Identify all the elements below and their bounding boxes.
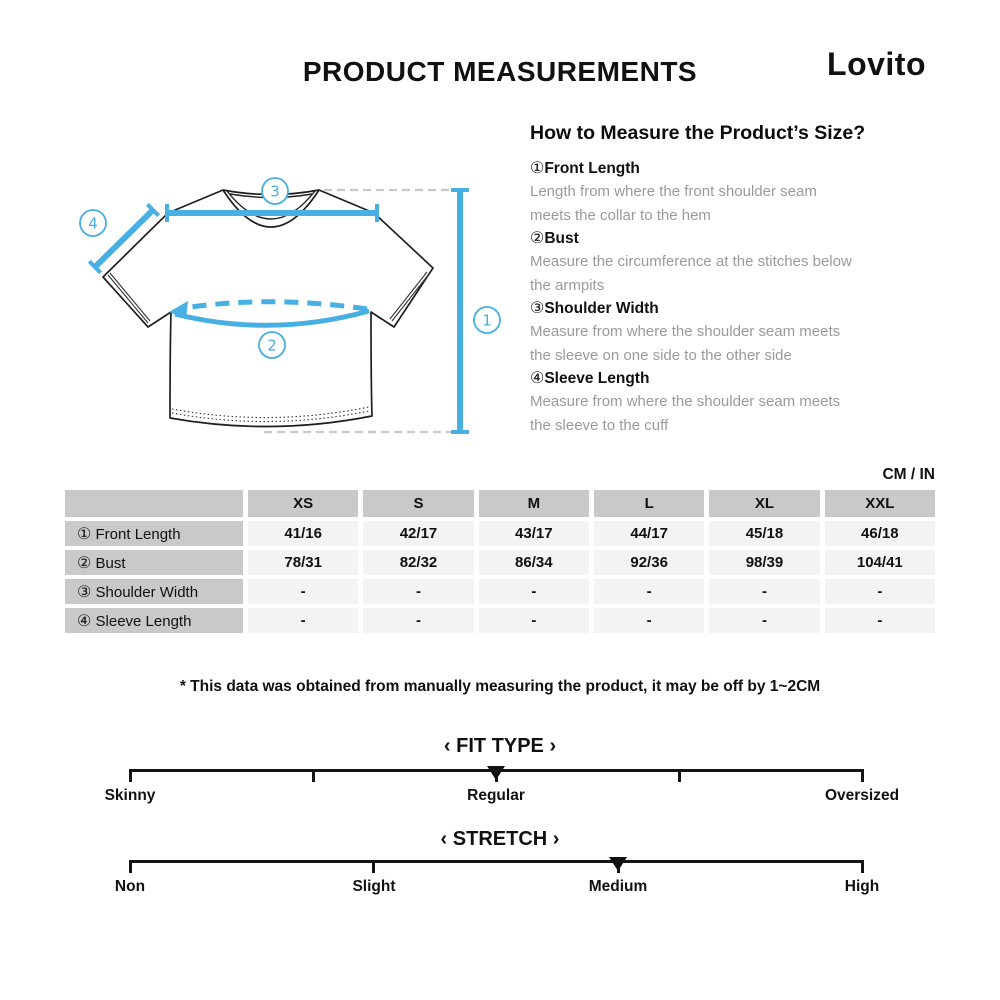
badge-shoulder-width-number: 3 — [270, 182, 280, 201]
measurement-value-cell: 44/17 — [594, 521, 704, 546]
fit-type-tick — [861, 769, 864, 782]
measurement-value-cell: 92/36 — [594, 550, 704, 575]
measurement-value-cell: 82/32 — [363, 550, 473, 575]
badge-front-length-number: 1 — [482, 311, 492, 330]
measurement-value-cell: 78/31 — [248, 550, 358, 575]
stretch-scale-track — [130, 860, 862, 874]
badge-sleeve-length-number: 4 — [88, 214, 98, 233]
measure-item-front-length-desc: Length from where the front shoulder seam meets the collar to the hem — [530, 183, 817, 224]
size-column-header: L — [594, 490, 704, 517]
stretch-scale-line — [130, 860, 862, 863]
measure-item-title: Sleeve Length — [544, 370, 650, 387]
stretch-label-medium: Medium — [588, 878, 648, 895]
measurement-value-cell: 86/34 — [479, 550, 589, 575]
measurement-row-label: ② Bust — [65, 550, 243, 575]
fit-type-labels — [104, 787, 900, 809]
table-row-bust — [65, 550, 935, 575]
tshirt-outline — [103, 190, 433, 427]
measurement-value-cell: 104/41 — [825, 550, 935, 575]
measure-item-sleeve-length-desc: Measure from where the shoulder seam meets the sleeve to the cuff — [530, 393, 841, 434]
stretch-tick — [129, 860, 132, 873]
measure-item-shoulder-width-label — [530, 297, 914, 320]
measurement-value-cell: - — [709, 608, 819, 633]
fit-type-scale-track — [130, 769, 862, 783]
tshirt-measurement-diagram — [58, 152, 510, 452]
measurement-value-cell: - — [363, 579, 473, 604]
how-to-heading: How to Measure the Product’s Size? — [530, 122, 866, 144]
measurement-value-cell: - — [594, 608, 704, 633]
table-row-front-length — [65, 521, 935, 546]
stretch-title: ‹ STRETCH › — [440, 828, 560, 850]
measurement-row-label: ③ Shoulder Width — [65, 579, 243, 604]
measurement-value-cell: - — [594, 579, 704, 604]
measurement-value-cell: 41/16 — [248, 521, 358, 546]
badge-bust-number: 2 — [267, 336, 277, 355]
fit-type-tick — [129, 769, 132, 782]
measurement-value-cell: - — [363, 608, 473, 633]
measurement-value-cell: - — [479, 608, 589, 633]
measurement-value-cell: - — [248, 608, 358, 633]
measurement-disclaimer: * This data was obtained from manually measuring the product, it may be off by 1~2CM — [179, 678, 821, 695]
size-header-row — [65, 490, 935, 517]
size-chart-table — [60, 486, 940, 637]
measurement-value-cell: - — [825, 608, 935, 633]
measurement-value-cell: 45/18 — [709, 521, 819, 546]
measure-item-bust-desc: Measure the circumference at the stitches below the armpits — [530, 253, 852, 294]
measure-item-title: Front Length — [544, 160, 640, 177]
fit-type-tick — [678, 769, 681, 782]
size-column-header: XXL — [825, 490, 935, 517]
fit-type-marker-icon — [487, 766, 505, 780]
stretch-tick — [372, 860, 375, 873]
measurement-value-cell: 98/39 — [709, 550, 819, 575]
corner-header-cell — [65, 490, 243, 517]
fit-type-tick — [312, 769, 315, 782]
measure-item-title: Shoulder Width — [544, 300, 659, 317]
fit-type-label-oversized: Oversized — [824, 787, 900, 804]
brand-logo: Lovito — [827, 46, 926, 82]
circled-3-icon: ③ — [530, 300, 545, 317]
measurement-value-cell: - — [479, 579, 589, 604]
stretch-labels — [114, 878, 880, 900]
measurement-row-label: ① Front Length — [65, 521, 243, 546]
stretch-label-slight: Slight — [352, 878, 396, 895]
circled-1-icon: ① — [530, 160, 545, 177]
size-column-header: M — [479, 490, 589, 517]
measure-item-bust-label — [530, 227, 914, 250]
circled-2-icon: ② — [530, 230, 545, 247]
measure-item-front-length-label — [530, 157, 914, 180]
fit-type-label-skinny: Skinny — [104, 787, 156, 804]
measurement-value-cell: 42/17 — [363, 521, 473, 546]
stretch-label-high: High — [844, 878, 880, 895]
stretch-marker-icon — [609, 857, 627, 871]
measurement-value-cell: 43/17 — [479, 521, 589, 546]
stretch-label-non: Non — [114, 878, 146, 895]
table-row-sleeve-length — [65, 608, 935, 633]
measurement-value-cell: - — [825, 579, 935, 604]
measure-item-sleeve-length-label — [530, 367, 914, 390]
measurement-row-label: ④ Sleeve Length — [65, 608, 243, 633]
measurement-value-cell: - — [709, 579, 819, 604]
size-column-header: S — [363, 490, 473, 517]
measure-item-shoulder-width-desc: Measure from where the shoulder seam meets the sleeve on one side to the other side — [530, 323, 841, 364]
size-column-header: XL — [709, 490, 819, 517]
measurement-value-cell: 46/18 — [825, 521, 935, 546]
page-title: PRODUCT MEASUREMENTS — [302, 56, 698, 87]
fit-type-title: ‹ FIT TYPE › — [443, 735, 557, 757]
fit-type-label-regular: Regular — [467, 787, 525, 804]
units-label: CM / IN — [882, 466, 935, 483]
how-to-measure-section — [530, 122, 914, 437]
size-column-header: XS — [248, 490, 358, 517]
circled-4-icon: ④ — [530, 370, 545, 387]
measurement-value-cell: - — [248, 579, 358, 604]
table-row-shoulder-width — [65, 579, 935, 604]
stretch-tick — [861, 860, 864, 873]
measure-item-title: Bust — [544, 230, 579, 247]
